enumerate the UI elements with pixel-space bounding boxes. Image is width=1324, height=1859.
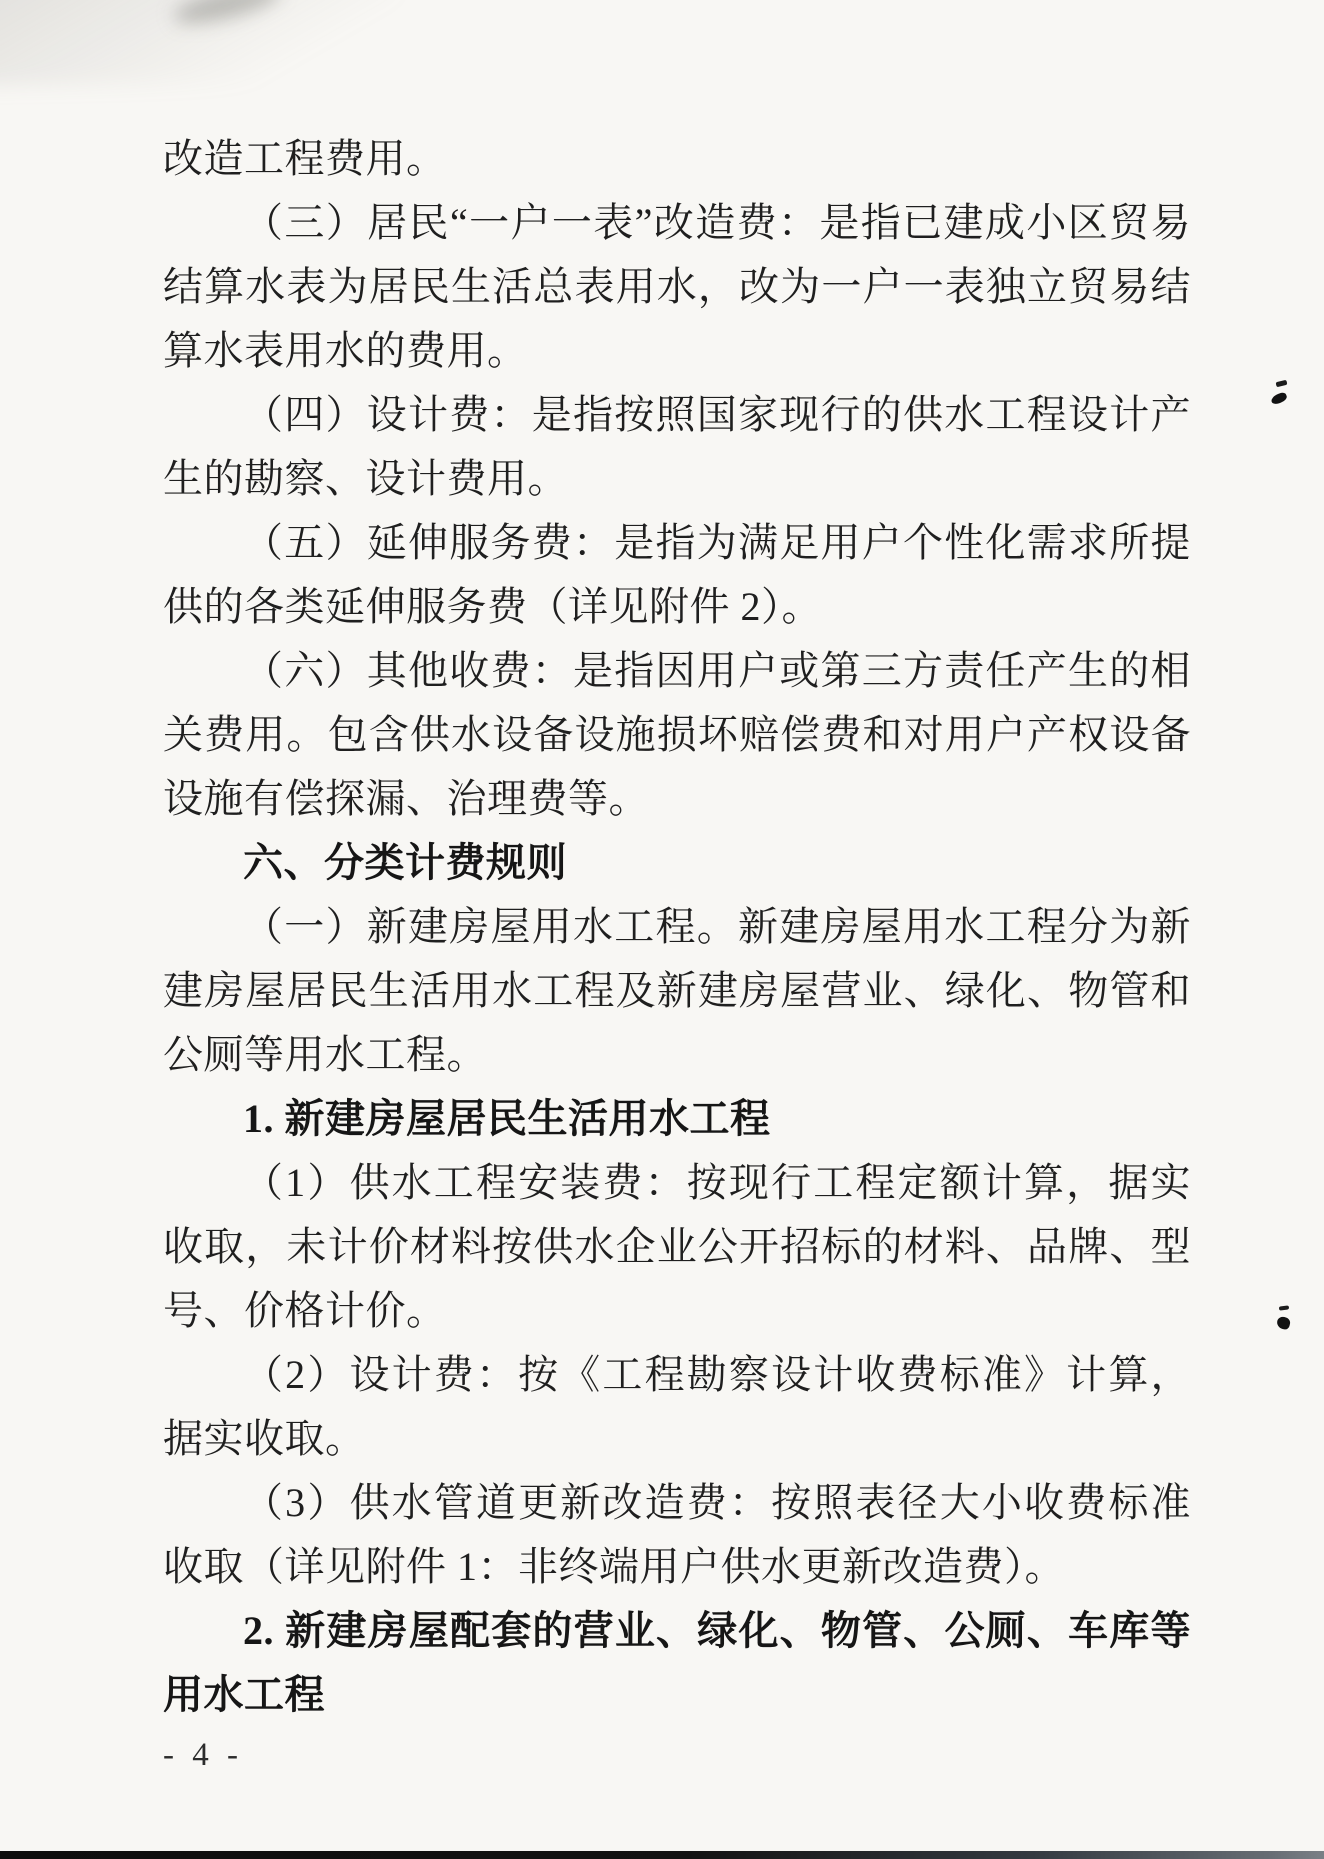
section-heading-6: 六、分类计费规则 — [243, 840, 567, 885]
ink-smudge-mark — [1276, 1316, 1292, 1331]
paragraph-fee-1: （1）供水工程安装费：按现行工程定额计算，据实收取，未计价材料按供水企业公开招标的材料、品牌、型号、价格计价。 — [163, 1160, 1191, 1333]
paragraph-fee-3: （3）供水管道更新改造费：按照表径大小收费标准收取（详见附件 1：非终端用户供水更新改造费）。 — [163, 1480, 1191, 1589]
paragraph-item-3: （三）居民“一户一表”改造费：是指已建成小区贸易结算水表为居民生活总表用水，改为一户一表独立贸易结算水表用水的费用。 — [163, 200, 1191, 373]
paragraph-fee-2: （2）设计费：按《工程勘察设计收费标准》计算，据实收取。 — [163, 1352, 1191, 1461]
paragraph-rule-1: （一）新建房屋用水工程。新建房屋用水工程分为新建房屋居民生活用水工程及新建房屋营业、绿化、物管和公厕等用水工程。 — [163, 904, 1191, 1077]
document-body — [163, 127, 1191, 1779]
subheading-2: 2. 新建房屋配套的营业、绿化、物管、公厕、车库等用水工程 — [163, 1608, 1191, 1717]
scan-edge-strip — [0, 1851, 1324, 1859]
paragraph-item-4: （四）设计费：是指按照国家现行的供水工程设计产生的勘察、设计费用。 — [163, 392, 1191, 501]
ink-smudge-mark — [1270, 391, 1288, 405]
paragraph-item-6: （六）其他收费：是指因用户或第三方责任产生的相关费用。包含供水设备设施损坏赔偿费和对用户产权设备设施有偿探漏、治理费等。 — [163, 648, 1191, 821]
paragraph-continuation: 改造工程费用。 — [163, 136, 447, 181]
scan-fold-shadow — [0, 0, 400, 85]
paragraph-item-5: （五）延伸服务费：是指为满足用户个性化需求所提供的各类延伸服务费（详见附件 2）。 — [163, 520, 1191, 629]
page-number: - 4 - — [163, 1737, 243, 1773]
subheading-1: 1. 新建房屋居民生活用水工程 — [243, 1096, 771, 1141]
scan-fold-smudge — [170, 0, 284, 31]
ink-smudge-mark — [1279, 1305, 1289, 1310]
ink-smudge-mark — [1276, 380, 1288, 388]
